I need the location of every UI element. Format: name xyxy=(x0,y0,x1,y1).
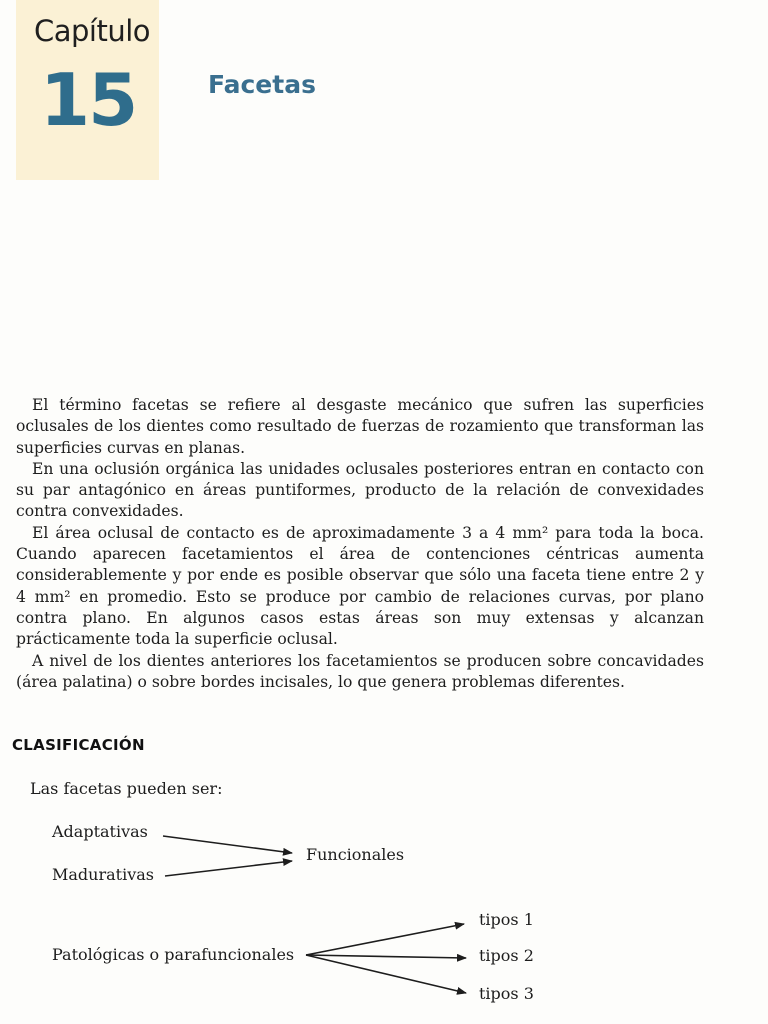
arrow-adaptativas xyxy=(163,836,292,853)
label-madurativas: Madurativas xyxy=(52,865,154,884)
arrow-tipos-2 xyxy=(306,955,466,958)
chapter-title: Facetas xyxy=(208,70,316,99)
chapter-word: Capítulo xyxy=(34,14,151,48)
arrow-tipos-3 xyxy=(306,955,466,993)
section-heading: CLASIFICACIÓN xyxy=(12,736,145,754)
paragraph: A nivel de los dientes anteriores los facetamientos se producen sobre concavidades (área palatina) o sobre bordes incisales, lo que genera problemas diferentes. xyxy=(16,651,704,691)
chapter-number: 15 xyxy=(40,58,137,142)
arrow-tipos-1 xyxy=(306,924,464,955)
body-text xyxy=(16,395,704,693)
label-tipos-2: tipos 2 xyxy=(479,946,534,965)
paragraph: El término facetas se refiere al desgaste mecánico que sufren las superficies oclusales de los dientes como resultado de fuerzas de rozamiento que transforman las superficies curvas en planas. xyxy=(16,396,704,457)
section-intro: Las facetas pueden ser: xyxy=(30,779,223,798)
label-tipos-3: tipos 3 xyxy=(479,984,534,1003)
paragraph: En una oclusión orgánica las unidades oclusales posteriores entran en contacto con su par antagónico en áreas puntiformes, producto de la relación de convexidades contra convexidades. xyxy=(16,459,704,521)
label-tipos-1: tipos 1 xyxy=(479,910,534,929)
arrow-madurativas xyxy=(165,861,292,876)
label-adaptativas: Adaptativas xyxy=(52,822,148,841)
paragraph: El área oclusal de contacto es de aproximadamente 3 a 4 mm² para toda la boca. Cuando aparecen facetamientos el área de contenciones céntricas aumenta considerablemente y por ende es posible observar que sólo una faceta tiene entre 2 y 4 mm² en promedio. Esto se produce por cambio de relaciones curvas, por plano contra plano. En algunos casos estas áreas son muy extensas y alcanzan prácticamente toda la superficie oclusal. xyxy=(16,523,704,649)
label-funcionales: Funcionales xyxy=(306,845,405,864)
label-patologicas: Patológicas o parafuncionales xyxy=(52,945,295,964)
